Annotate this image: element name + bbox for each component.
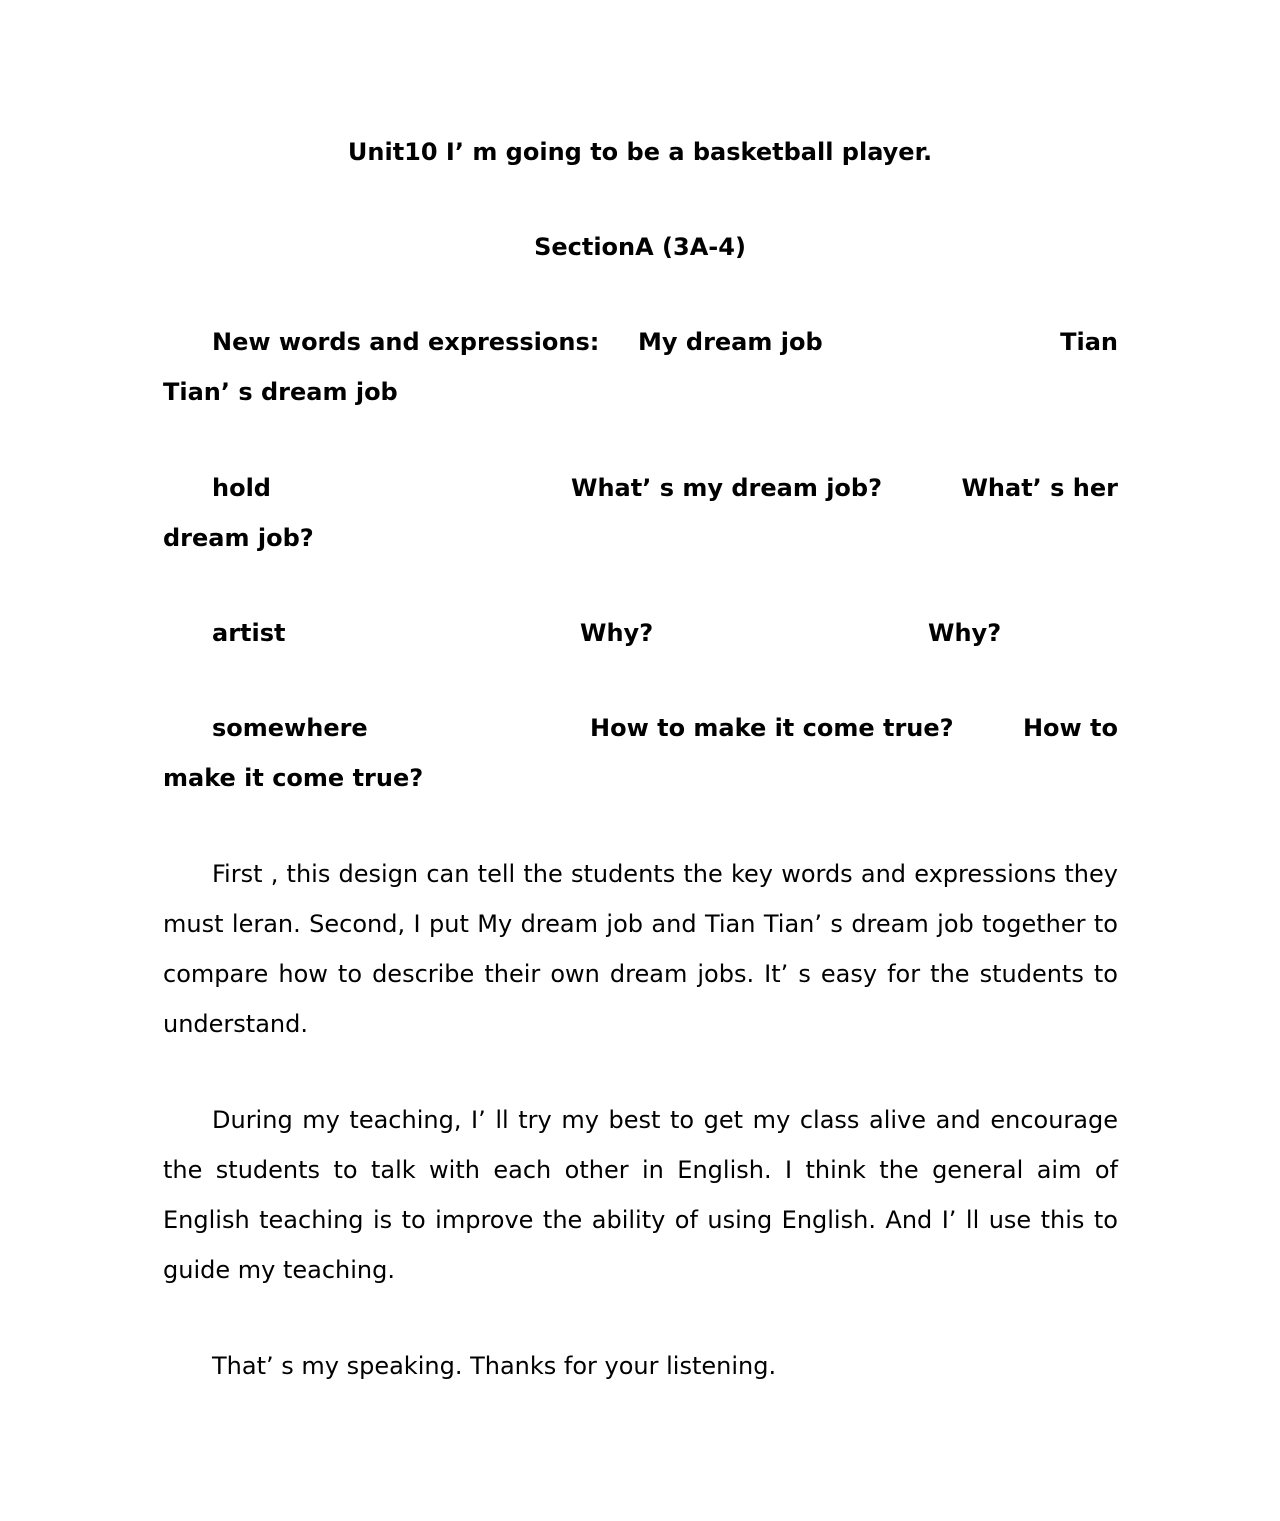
vocab-row [163,608,1118,658]
vocab-word: somewhere [212,714,368,742]
vocab-row [163,317,1118,417]
vocab-row [163,463,1118,563]
paragraph: First , this design can tell the students the key words and expressions they must leran. Second, I put My dream job and Tian Tian’ s dream job together to compare how to describe their own dream jobs. It’ s easy for the students to understand. [163,860,1118,1038]
vocab-column-3-wrap: dream job? [163,524,314,552]
vocab-column-3: How to [1022,714,1118,742]
vocab-column-3-wrap: Tian’ s dream job [163,378,398,406]
vocab-column-2: What’ s my dream job? [571,474,883,502]
vocab-label: New words and expressions: [212,328,600,356]
section-subtitle: SectionA (3A-4) [534,233,746,261]
vocab-column-2: How to make it come true? [590,714,954,742]
paragraph: That’ s my speaking. Thanks for your listening. [212,1352,777,1380]
vocab-column-2: Why? [580,619,654,647]
vocab-word: hold [212,474,271,502]
vocab-word: artist [212,619,286,647]
vocab-column-3-wrap: make it come true? [163,764,424,792]
vocab-row [163,703,1118,803]
vocab-column-2: My dream job [638,328,823,356]
vocab-column-3: Why? [928,619,1002,647]
document-title: Unit10 I’ m going to be a basketball player. [347,138,933,166]
paragraph: During my teaching, I’ ll try my best to get my class alive and encourage the students to talk with each other in English. I think the general aim of English teaching is to improve the ability of using English. And I’ ll use this to guide my teaching. [163,1106,1118,1284]
vocab-column-3: Tian [1060,328,1118,356]
vocab-column-3: What’ s her [961,474,1118,502]
